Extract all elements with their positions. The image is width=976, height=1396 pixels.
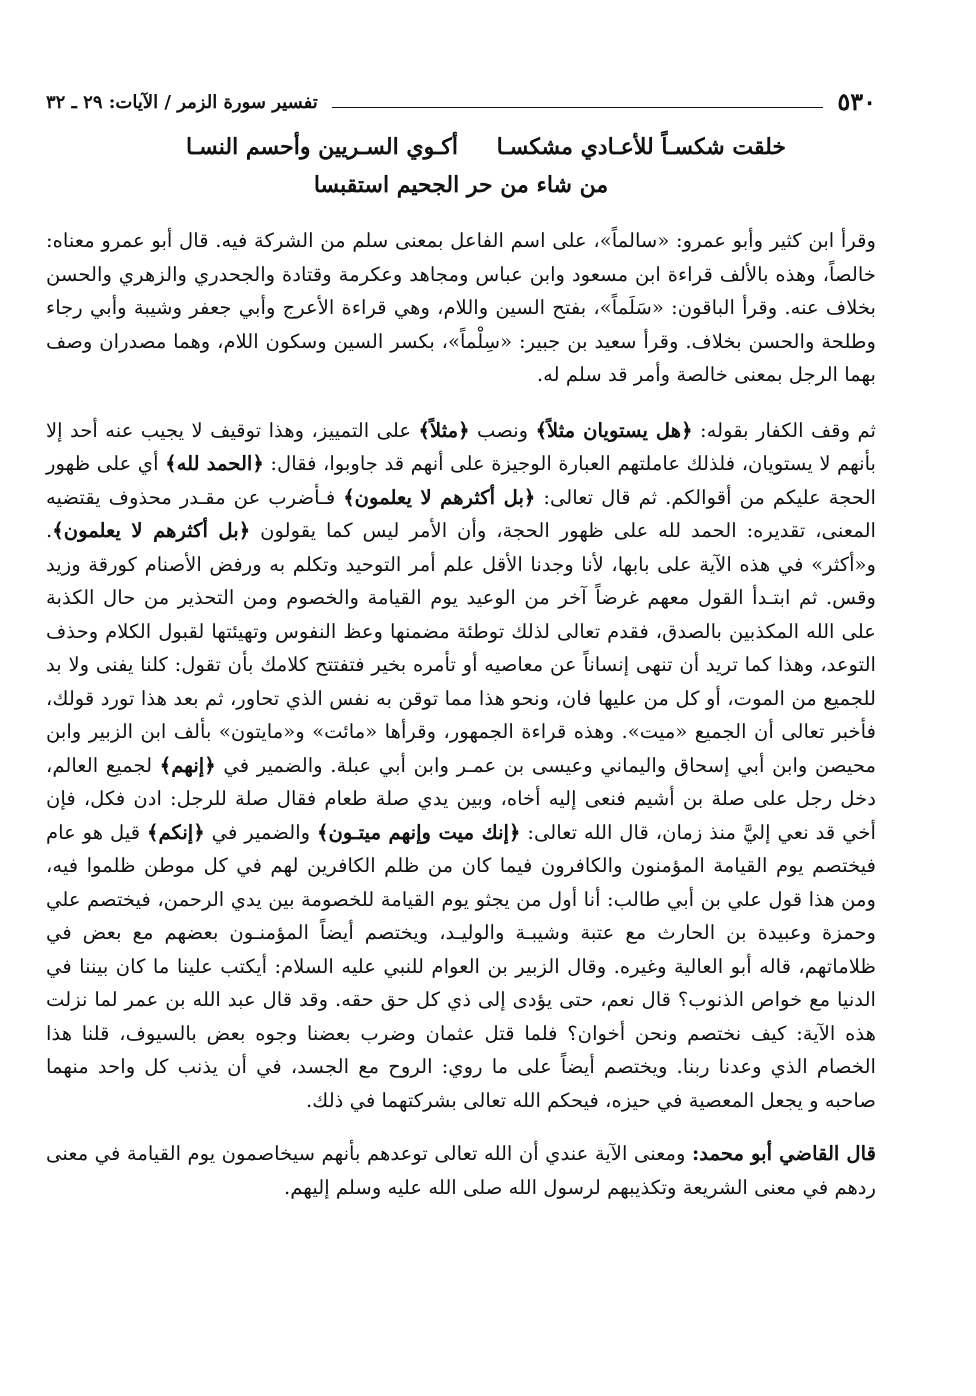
paragraph-text: وقرأ ابن كثير وأبو عمرو: «سالماً»، على اسم الفاعل بمعنى سلم من الشركة فيه. قال أبو عمرو معناه: خالصاً، وهذه بالألف قراءة ابن مسعود وابن عباس ومجاهد وعكرمة وقتادة والجحدري والزهري والحسن بخلاف عنه. وقرأ الباقون: «سَلَماً»، بفتح السين واللام، وهي قراءة الأعرج وأبي جعفر وشيبة وأبي رجاء وطلحة والحسن بخلاف. وقرأ سعيد بن جبير: «سِلْماً»، بكسر السين وسكون اللام، وهما مصدران وصف بهما الرجل بمعنى خالصة وأمر قد سلم له. xyxy=(46,229,876,386)
text-segment: قيل هو عام فيختصم يوم القيامة المؤمنون والكافرون فيما كان من ظلم الكافرين لهم في كل موطن ظلموا فيه، ومن هذا قول علي بن أبي طالب: أنا أول من يجثو يوم القيامة للخصومة بين يدي الرحمن، فيختصم علي وحمزة وعبيدة بن الحارث مع عتبة وشيبـة والوليـد، ويختصم أيضاً المؤمنـون بعضهم مع بعض في ظلاماتهم، قاله أبو العالية وغيره. وقال الزبير بن العوام للنبي عليه السلام: أيكتب علينا ما كان بيننا في الدنيا مع خواص الذنوب؟ قال نعم، حتى يؤدى إلى ذي كل حق حقه. وقد قال عبد الله بن عمر لما نزلت هذه الآية: كيف نختصم ونحن أخوان؟ فلما قتل عثمان وضرب بعضنا وجوه بعض بالسيوف، قلنا هذا الخصام الذي وعدنا ربنا. ويختصم أيضاً على ما روي: الروح مع الجسد، في أن يذنب كل واحد منهما صاحبه و يجعل المعصية في حيزه، فيحكم الله تعالى بشركتهما في ذلك. xyxy=(46,820,876,1112)
text-segment: أي على ظهور الحجة عليكم من أقوالكم. ثم قال تعالى: xyxy=(46,452,876,509)
text-segment: على التمييز، وهذا توقيف لا يجيب عنه أحد إلا بأنهم لا يستويان، فلذلك عاملتهم العبارة الوجيزة على أنهم قد جاوبوا، فقال: xyxy=(46,418,877,475)
text-segment: ونصب xyxy=(469,418,536,442)
text-segment: ثم وقف الكفار بقوله: xyxy=(692,418,876,442)
page-number: ٥٣٠ xyxy=(837,87,876,116)
quran-quote: ﴿هل يستويان مثلاً﴾ xyxy=(535,418,693,442)
quran-quote: ﴿بل أكثرهم لا يعلمون﴾ xyxy=(343,485,536,509)
text-segment: فـأضرب عن مقـدر محذوف يقتضيه المعنى، تقديره: الحمد لله على ظهور الحجة، وأن الأمر ليس كما يقولون xyxy=(46,485,876,542)
paragraph-readings xyxy=(46,224,876,392)
quran-quote: ﴿إنهم﴾ xyxy=(159,753,216,777)
paragraph-text: ومعنى الآية عندي أن الله تعالى توعدهم بأنهم سيخاصمون يوم القيامة في معنى ردهم في معنى الشريعة وتكذيبهم لرسول الله صلى الله عليه وسلم إليهم. xyxy=(46,1142,876,1199)
page-header xyxy=(46,78,876,114)
paragraph-commentary xyxy=(46,414,876,1118)
text-segment: . و«أكثر» في هذه الآية على بابها، لأنا وجدنا الأقل علم أمر التوحيد وتكلم به ورفض الأصنام كورقة وزيد وقس. ثم ابتـدأ القول معهم غرضاً آخر من الوعيد يوم القيامة والخصوم ومن التحذير من حال الكذبة على الله المكذبين بالصدق، فقدم تعالى لذلك توطئة مضمنها وعظ النفوس وتهيئتها لقبول الكلام وحذف التوعد، وهذا كما تريد أن تنهى إنساناً عن معاصيه أو تأمره بخير فتفتتح كلامك بأن تقول: كلنا يفنى ولا بد للجميع من الموت، أو كل من عليها فان، ونحو هذا مما توقن به نفس الذي تحاور، ثم بعد هذا تورد قولك، فأخبر تعالى أن الجميع «ميت». وهذه قراءة الجمهور، وقرأها «مائت» و«مايتون» بألف ابن الزبير وابن محيصن وابن أبي إسحاق واليماني وعيسى بن عمـر وابن أبي عبلة. والضمير في xyxy=(46,519,876,777)
paragraph-judge-opinion xyxy=(46,1137,876,1204)
verse-line-2: من شاء من حر الجحيم استقبسا xyxy=(313,172,609,198)
text-segment: لجميع العالم، دخل رجل على صلة بن أشيم فنعى إليه أخاه، وبين يدي صلة طعام فقال صلة للرجل: ادن فكل، فإن أخي قد نعي إليَّ منذ زمان، قال الله تعالى: xyxy=(46,753,876,844)
quran-quote: ﴿إنك ميت وإنهم ميتـون﴾ xyxy=(317,820,521,844)
paragraph-lead: قال القاضي أبو محمد: xyxy=(691,1142,876,1165)
verse-line-1 xyxy=(186,134,786,160)
poetry-verse xyxy=(46,134,876,198)
verse-hemistich-right: خلقت شكسـاً للأعـادي مشكسـا xyxy=(496,134,786,160)
verse-hemistich-left: أكـوي السـريين وأحسم النسـا xyxy=(186,134,458,160)
running-title: تفسير سورة الزمر / الآيات: ٢٩ ـ ٣٢ xyxy=(46,92,318,113)
text-segment: والضمير في xyxy=(204,820,318,844)
quran-quote: ﴿مثلاً﴾ xyxy=(418,418,470,442)
header-rule xyxy=(332,107,824,108)
quran-quote: ﴿بل أكثرهم لا يعلمون﴾ xyxy=(52,519,251,542)
quran-quote: ﴿الحمد لله﴾ xyxy=(165,452,264,475)
quran-quote: ﴿إنكم﴾ xyxy=(147,820,205,844)
